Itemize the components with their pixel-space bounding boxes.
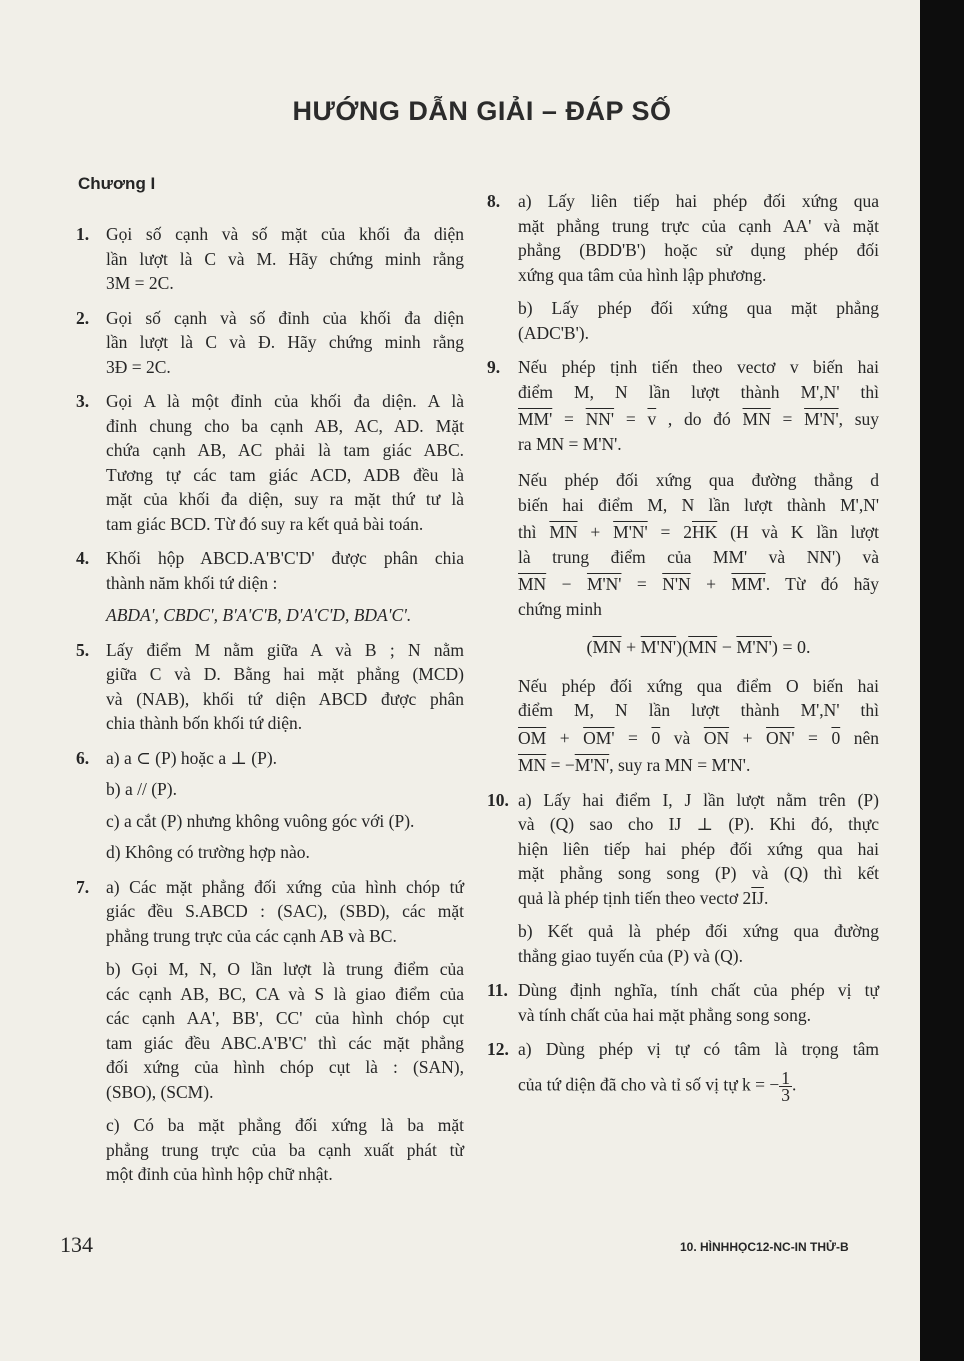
answer-12 [487,1037,879,1103]
text-line: ra MN = M'N'. [518,433,622,454]
text-line: phẳng (BDD'B') hoặc sử dụng phép đối [518,240,879,260]
math-op: + [546,727,584,748]
dot-product-formula [518,635,879,660]
text-line: biến hai điểm M, N lần lượt thành M',N' [518,494,879,515]
math-op: + [621,637,641,657]
math-op: + [577,522,614,542]
math-op: ) = 0. [771,637,811,657]
text-line: mặt phẳng song song (P) và (Q) thì kết [518,863,879,883]
vector-term: M'N' [613,522,648,542]
fraction-denominator: 3 [781,1084,791,1105]
text-line: phẳng trung trực của các cạnh AB và BC. [106,925,397,946]
left-column [76,222,464,1197]
text-line: chứng minh [518,598,602,619]
item-number: 8. [487,191,501,211]
vector-term: N'N [662,574,691,594]
answer-8 [487,189,879,345]
text-line: thành năm khối tứ diện : [106,572,278,593]
vector-term: 0 [831,727,841,748]
right-column [487,180,879,1113]
answer-10 [487,788,879,969]
text-line: Lấy điểm M nằm giữa A và B ; N nằm [106,639,464,660]
fraction-line [518,1067,879,1105]
fraction-numerator: 1 [781,1067,791,1088]
vector-term: MM' [518,409,553,429]
vector-term: M'N' [574,755,610,775]
text-line: mặt phẳng trung trực của cạnh AA' và mặt [518,215,879,236]
text-line: ABDA', CBDC', B'A'C'B, D'A'C'D, BDA'C'. [106,605,412,625]
vector-term: OM' [583,727,615,748]
text-line: Dùng định nghĩa, tính chất của phép vị tự [518,980,879,1000]
text-fragment: . [792,1074,797,1095]
answer-9 [487,355,879,778]
vector-term: NN' [585,409,615,429]
vector-equation-line [518,572,879,597]
item-number: 12. [487,1039,509,1059]
item-number: 1. [76,224,90,244]
vector-term: $\overline{v}$ [647,409,657,429]
vector-term: $\overline{MN}$ [518,755,547,775]
answer-7 [76,875,464,1187]
vector-term: M'N' [640,637,677,657]
text-line: hiện liên tiếp hai phép đối xứng qua hai [518,838,879,859]
text-line: b) Lấy phép đối xứng qua mặt phẳng [518,298,879,318]
text-line: là trung điểm của MM' và NN') và [518,546,879,567]
answer-5 [76,638,464,736]
text-line: và (NAB), khối tứ diện ABCD được phân [106,688,464,709]
footer-print-code: 10. HÌNHHỌC12-NC-IN THỬ-B [680,1240,849,1254]
math-op: + [729,727,767,748]
text-line: giữa C và D. Bằng hai mặt phẳng (MCD) [106,664,464,684]
vector-term: ON' [766,727,795,748]
item-number: 9. [487,357,501,377]
vector-term: M'N' [736,637,772,657]
text-line: mặt của khối đa diện, suy ra mặt thứ tư là [106,489,464,509]
text-line: thẳng giao tuyến của (P) và (Q). [518,945,743,966]
math-op: )( [676,637,689,657]
text-fragment: , do đó [656,409,743,429]
vector-term: $\overline{MN}$ [688,637,718,657]
answer-4 [76,546,464,628]
text-line: Gọi số cạnh và số mặt của khối đa diện [106,224,464,244]
vector-term: M'N' [586,574,622,594]
text-line: a) Lấy hai điểm I, J lần lượt nằm trên (P) [518,789,879,810]
fraction [779,1067,792,1105]
text-line: Nếu phép đối xứng qua điểm O biến hai [518,675,879,696]
vector-equation-line [518,753,879,778]
vector-term: $\overline{HK}$ [692,522,718,542]
math-op: = [552,409,586,429]
answer-11 [487,978,879,1027]
text-line: các cạnh AB, BC, CA và S là giao điểm của [106,983,464,1004]
text-line: a) a ⊂ (P) hoặc a ⊥ (P). [106,747,278,768]
chapter-heading: Chương I [78,174,156,193]
text-line: lần lượt là C và M. Hãy chứng minh rằng [106,248,464,269]
text-line: và (Q) sao cho IJ ⊥ (P). Khi đó, thực [518,814,879,834]
text-fragment: thì [518,522,550,542]
text-line: điểm M, N lần lượt thành M',N' thì [518,700,879,720]
text-line: d) Không có trường hợp nào. [106,842,310,862]
text-line: (SBO), (SCM). [106,1081,214,1102]
text-line: b) Kết quả là phép đối xứng qua đường [518,921,879,941]
vector-equation-line [518,520,879,545]
text-line: phẳng trung trực của ba cạnh xuất phát từ [106,1139,464,1160]
text-line: Tương tự các tam giác ACD, ADB đều là [106,464,464,485]
item-number: 11. [487,980,508,1000]
answer-3 [76,389,464,536]
text-line: c) a cắt (P) nhưng không vuông góc với (P). [106,810,415,831]
math-op: = − [546,755,575,775]
text-line: chứa cạnh AB, AC phải là tam giác ABC. [106,440,464,460]
math-op: − [546,574,587,594]
item-number: 2. [76,307,90,328]
vector-term: $\overline{OM}$ [518,727,547,748]
vector-equation-line [518,726,879,751]
answer-1 [76,222,464,296]
text-line: điểm M, N lần lượt thành M',N' thì [518,381,879,402]
text-line: 3M = 2C. [106,273,174,293]
vector-term: MM' [731,574,766,594]
text-line: Gọi A là một đỉnh của khối đa diện. A là [106,391,464,411]
text-line: 3Đ = 2C. [106,356,171,377]
text-line: giác đều S.ABCD : (SAC), (SBD), các mặt [106,901,464,921]
text-fragment: quả là phép tịnh tiến theo vectơ 2 [518,887,752,908]
text-fragment: của tứ diện đã cho và tỉ số vị tự k = − [518,1074,780,1095]
text-line: một đỉnh của hình hộp chữ nhật. [106,1164,333,1184]
text-fragment: , suy [838,409,880,429]
vector-term: 0 [651,727,661,748]
vector-term: $\overline{ON}$ [703,727,730,748]
text-fragment: và [660,727,704,748]
vector-term: $\overline{MN}$ [518,574,547,594]
text-line: xứng qua tâm của hình lập phương. [518,264,767,285]
text-line: chia thành bốn khối tứ diện. [106,713,303,733]
text-line: b) a // (P). [106,779,177,799]
math-op: = [770,409,805,429]
math-op: = 2 [647,522,692,542]
text-line: a) Dùng phép vị tự có tâm là trọng tâm [518,1039,879,1059]
text-line: tam giác đều ABC.A'B'C' thì các mặt phẳng [106,1032,464,1053]
vector-term: M'N' [804,409,839,429]
page-number: 134 [60,1232,93,1257]
text-line: Khối hộp ABCD.A'B'C'D' được phân chia [106,548,464,568]
text-line: Gọi số cạnh và số đỉnh của khối đa diện [106,307,464,328]
scan-edge-bar [920,0,964,1361]
math-op: + [690,574,732,594]
vector-equation-line [518,407,879,432]
text-line: c) Có ba mặt phẳng đối xứng là ba mặt [106,1115,464,1135]
math-op: = [614,727,652,748]
math-op: = [614,409,648,429]
page-title: HƯỚNG DẪN GIẢI – ĐÁP SỐ [292,96,672,126]
vector-term: $\overline{MN}$ [549,522,578,542]
text-line: Nếu phép đối xứng qua đường thẳng d [518,470,879,490]
text-line: và tính chất của hai mặt phẳng song song. [518,1004,812,1025]
text-line: tam giác BCD. Từ đó suy ra kết quả bài toán. [106,513,424,534]
text-line: các cạnh AA', BB', CC' của hình chóp cụt [106,1008,464,1028]
text-line: đỉnh chung cho ba cạnh AB, AC, AD. Mặt [106,415,464,436]
text-line: b) Gọi M, N, O lần lượt là trung điểm của [106,959,464,979]
text-line: Nếu phép tịnh tiến theo vectơ v biến hai [518,357,879,377]
text-line: đối xứng của hình chóp cụt là : (SAN), [106,1057,464,1077]
item-number: 7. [76,876,90,897]
math-op: − [717,637,737,657]
text-line: (ADC'B'). [518,322,589,343]
item-number: 3. [76,391,90,411]
item-number: 10. [487,789,509,810]
answer-6 [76,746,464,865]
text-line: a) Lấy liên tiếp hai phép đối xứng qua [518,191,879,211]
item-number: 5. [76,639,90,660]
text-fragment: . Từ đó hãy [765,574,879,594]
answer-2 [76,306,464,380]
text-fragment: , suy ra MN = M'N'. [609,755,751,775]
math-op: = [621,574,663,594]
text-line: a) Các mặt phẳng đối xứng của hình chóp tứ [106,876,464,897]
text-fragment: (H và K lần lượt [717,522,880,542]
item-number: 4. [76,548,90,568]
math-op: ( [586,637,593,657]
vector-term: $\overline{IJ}$ [751,887,764,908]
text-fragment: . [763,887,769,908]
text-line: lần lượt là C và Đ. Hãy chứng minh rằng [106,332,464,352]
vector-term: $\overline{MN}$ [592,637,622,657]
text-fragment: nên [840,727,879,748]
item-number: 6. [76,747,90,768]
vector-term: $\overline{MN}$ [742,409,771,429]
vector-equation-line [518,886,879,911]
math-op: = [794,727,832,748]
